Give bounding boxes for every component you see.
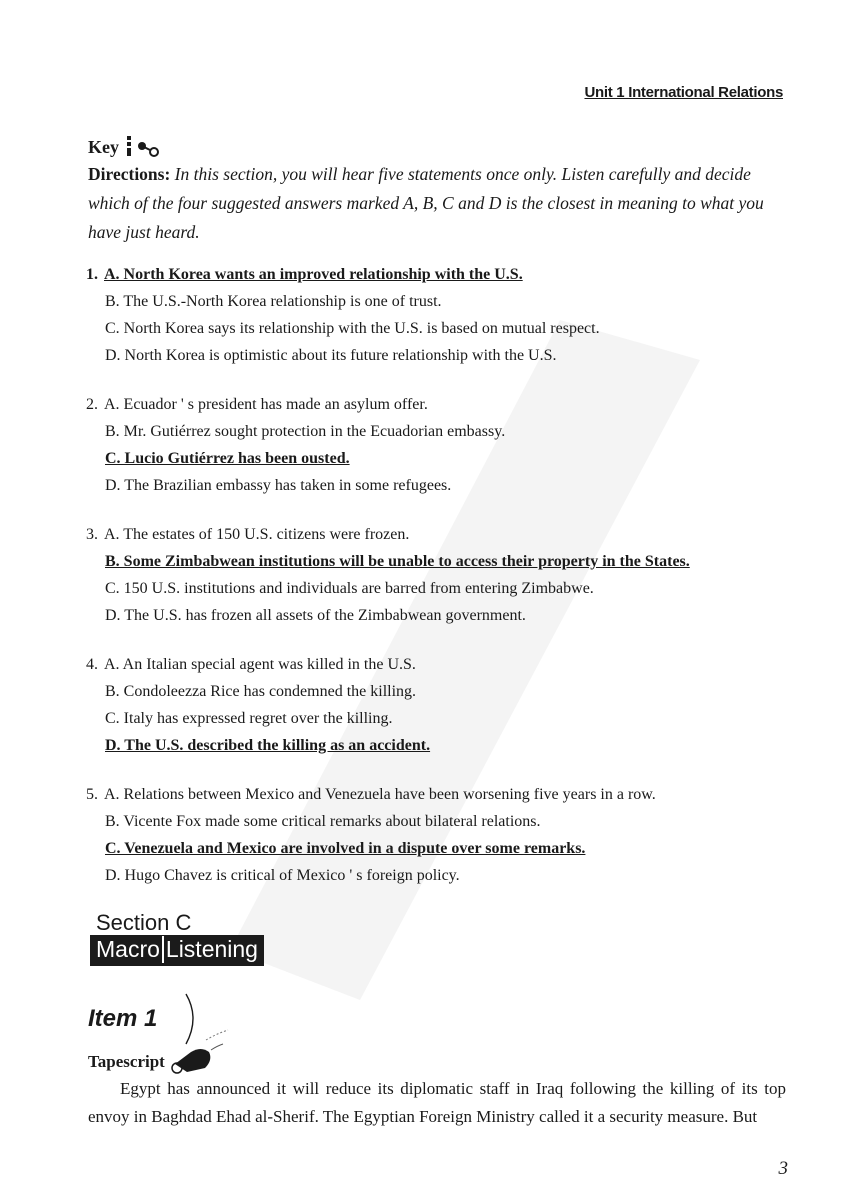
question-2	[86, 391, 786, 499]
directions-label: Directions:	[88, 164, 171, 184]
question-2-option-a	[86, 391, 786, 418]
question-3-option-c	[86, 575, 786, 602]
option-text: A. Ecuador ' s president has made an asylum offer.	[104, 396, 428, 413]
directions-text: In this section, you will hear five statements once only. Listen carefully and decide which of the four suggested answers marked A, B, C and D is the closest in meaning to what you have just heard.	[88, 164, 764, 242]
option-text: C. Italy has expressed regret over the killing.	[105, 710, 393, 727]
question-5-option-d	[86, 862, 786, 889]
question-number: 3.	[86, 526, 98, 543]
question-4-option-a	[86, 651, 786, 678]
option-text: B. Mr. Gutiérrez sought protection in the Ecuadorian embassy.	[105, 423, 506, 440]
macro-listening-banner	[90, 935, 264, 966]
question-3-option-b	[86, 548, 786, 575]
question-5-option-b	[86, 808, 786, 835]
question-3-option-d	[86, 602, 786, 629]
option-text: A. An Italian special agent was killed in the U.S.	[104, 656, 416, 673]
option-text: C. Lucio Gutiérrez has been ousted.	[105, 450, 350, 467]
question-2-option-b	[86, 418, 786, 445]
question-number: 4.	[86, 656, 98, 673]
question-1-option-d	[86, 342, 786, 369]
option-text: A. The estates of 150 U.S. citizens were frozen.	[104, 526, 410, 543]
question-5-option-a	[86, 781, 786, 808]
banner-left: Macro	[96, 936, 160, 962]
item-title: Item 1	[88, 1005, 158, 1032]
option-text: C. 150 U.S. institutions and individuals are barred from entering Zimbabwe.	[105, 580, 594, 597]
question-1-option-a	[86, 261, 786, 288]
question-2-option-d	[86, 472, 786, 499]
key-heading	[88, 132, 163, 163]
option-text: C. North Korea says its relationship with the U.S. is based on mutual respect.	[105, 320, 600, 337]
question-4-option-c	[86, 705, 786, 732]
option-text: B. Vicente Fox made some critical remarks about bilateral relations.	[105, 813, 541, 830]
option-text: B. Condoleezza Rice has condemned the killing.	[105, 683, 417, 700]
question-4	[86, 651, 786, 759]
question-number: 5.	[86, 786, 98, 803]
question-3-option-a	[86, 521, 786, 548]
option-text: B. Some Zimbabwean institutions will be unable to access their property in the States.	[105, 553, 690, 570]
page-number: 3	[778, 1158, 788, 1179]
key-label: Key	[88, 137, 119, 157]
parenthesis-icon	[176, 990, 236, 1050]
option-text: D. North Korea is optimistic about its future relationship with the U.S.	[105, 347, 557, 364]
option-text: D. The U.S. described the killing as an accident.	[105, 737, 431, 754]
option-text: B. The U.S.-North Korea relationship is one of trust.	[105, 293, 442, 310]
question-list	[86, 261, 786, 911]
banner-divider	[162, 936, 164, 963]
section-label: Section C	[96, 910, 192, 935]
question-1-option-c	[86, 315, 786, 342]
question-3	[86, 521, 786, 629]
key-icon	[125, 132, 163, 163]
question-2-option-c	[86, 445, 786, 472]
tapescript-label: Tapescript	[88, 1051, 165, 1071]
question-4-option-b	[86, 678, 786, 705]
question-number: 1.	[86, 266, 98, 283]
banner-right: Listening	[165, 936, 258, 962]
question-5-option-c	[86, 835, 786, 862]
option-text: D. Hugo Chavez is critical of Mexico ' s foreign policy.	[105, 867, 460, 884]
question-1-option-b	[86, 288, 786, 315]
option-text: A. North Korea wants an improved relationship with the U.S.	[104, 266, 523, 283]
option-text: D. The U.S. has frozen all assets of the Zimbabwean government.	[105, 607, 526, 624]
section-heading	[90, 912, 264, 966]
question-number: 2.	[86, 396, 98, 413]
tapescript-text: Egypt has announced it will reduce its diplomatic staff in Iraq following the killing of its top envoy in Baghdad Ehad al-Sherif. The Egyptian Foreign Ministry called it a security measure. But	[88, 1079, 786, 1126]
question-4-option-d	[86, 732, 786, 759]
directions	[88, 160, 784, 247]
unit-header: Unit 1 International Relations	[584, 84, 783, 101]
option-text: D. The Brazilian embassy has taken in some refugees.	[105, 477, 452, 494]
option-text: A. Relations between Mexico and Venezuela have been worsening five years in a row.	[104, 786, 656, 803]
question-5	[86, 781, 786, 889]
question-1	[86, 261, 786, 369]
option-text: C. Venezuela and Mexico are involved in a dispute over some remarks.	[105, 840, 586, 857]
